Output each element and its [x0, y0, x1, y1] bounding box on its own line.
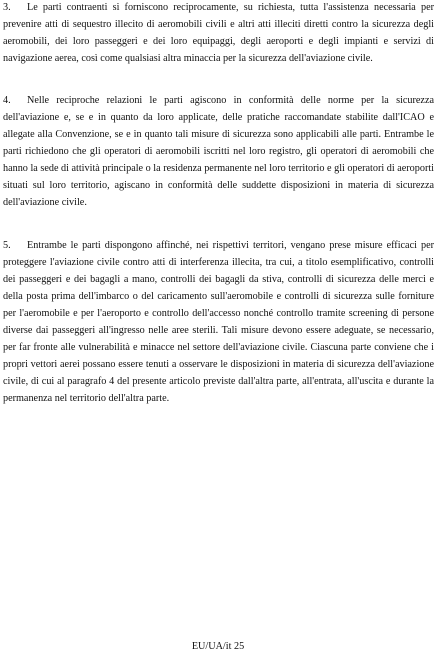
paragraph-3 — [3, 0, 434, 67]
paragraph-text: Nelle reciproche relazioni le parti agiscono in conformità delle norme per la sicurezza dell'aviazione e, se e in quanto da loro applicate, delle pratiche raccomandate stabilite dall'ICAO e allegate alla Convenzione, se e in quanto tali misure di sicurezza sono applicabili alle parti. Entrambe le parti richiedono che gli operatori di aeromobili iscritti nel loro registro, gli operatori di aeromobili che hanno la sede di attività principale o la residenza permanente nel loro territorio e gli operatori di aeroporti situati sul loro territorio, agiscano in conformità delle suddette disposizioni in materia di sicurezza dell'aviazione civile. — [3, 95, 434, 208]
paragraph-5 — [3, 237, 434, 407]
paragraph-text: Entrambe le parti dispongono affinché, nei rispettivi territori, vengano prese misure efficaci per proteggere l'aviazione civile contro atti di interferenza illecita, tra cui, a titolo esemplificativo, controlli dei passeggeri e dei bagagli a mano, controlli dei bagagli da stiva, controlli di sicurezza delle merci e della posta prima dell'imbarco o del caricamento sull'aeromobile e controlli di sicurezza sulle forniture per l'aeromobile e per l'aeroporto e controllo dell'accesso nonché controllo tramite screening di persone diverse dai passeggeri all'ingresso nelle aree sterili. Tali misure devono essere adeguate, se necessario, per far fronte alle vulnerabilità e minacce nel settore dell'aviazione civile. Ciascuna parte conviene che i propri vettori aerei possano essere tenuti a osservare le disposizioni in materia di sicurezza dell'aviazione civile, di cui al paragrafo 4 del presente articolo previste dall'altra parte, all'entrata, all'uscita e durante la permanenza nel territorio dell'altra parte. — [3, 240, 434, 404]
paragraph-text: Le parti contraenti si forniscono reciprocamente, su richiesta, tutta l'assistenza necessaria per prevenire atti di sequestro illecito di aeromobili civili e altri atti illeciti diretti contro la sicurezza degli aeromobili, dei loro passeggeri e dei loro equipaggi, degli aeroporti e degli impianti e servizi di navigazione aerea, così come qualsiasi altra minaccia per la sicurezza dell'aviazione civile. — [3, 2, 434, 64]
page-footer: EU/UA/it 25 — [191, 641, 245, 652]
paragraph-number: 3. — [3, 2, 11, 13]
paragraph-number: 5. — [3, 240, 11, 251]
paragraph-4 — [3, 92, 434, 211]
paragraph-number: 4. — [3, 95, 11, 106]
